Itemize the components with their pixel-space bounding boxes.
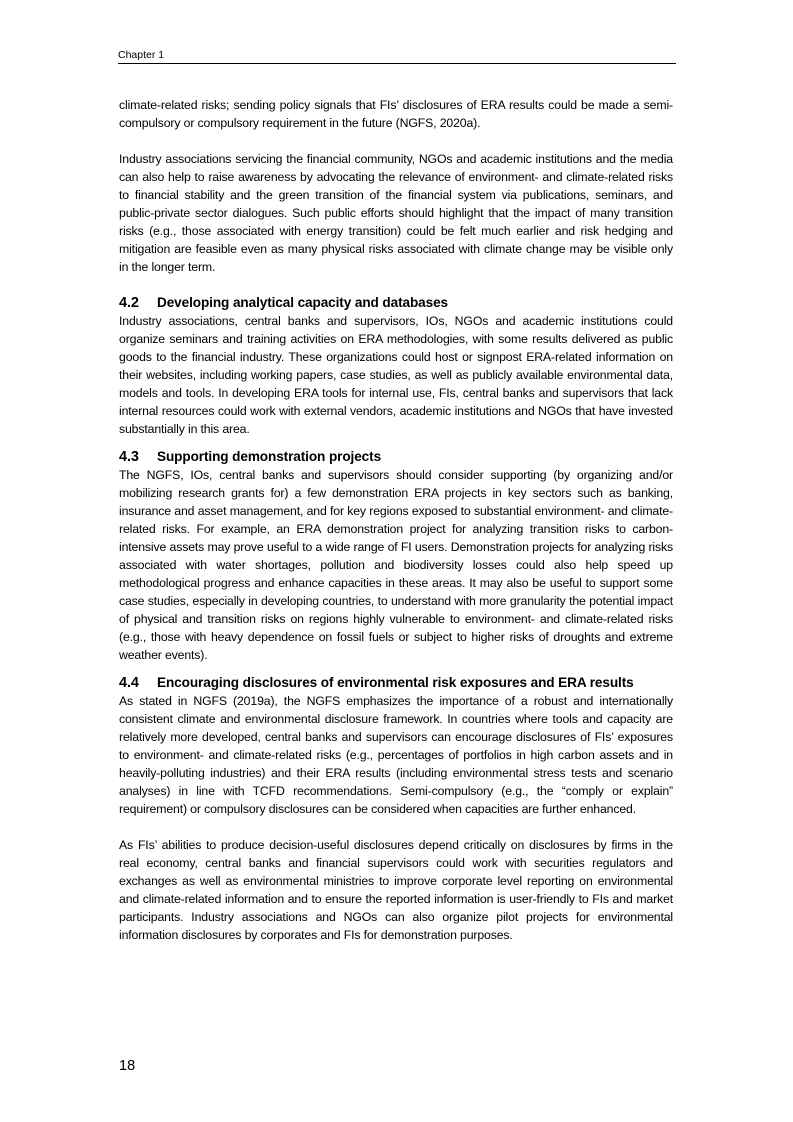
section-heading-4-3: [119, 448, 673, 466]
section-title: Supporting demonstration projects: [157, 449, 382, 464]
section-heading-4-4: [119, 674, 673, 692]
section-4-2-paragraph: Industry associations, central banks and supervisors, IOs, NGOs and academic institutions could organize seminars and training activities on ERA methodologies, with some results delivered as public goods to the financial industry. These organizations could host or signpost ERA-related information on their websites, including working papers, case studies, as well as publicly available environmental data, models and tools. In developing ERA tools for internal use, FIs, central banks and supervisors that lack internal resources could work with external vendors, academic institutions and NGOs that have invested substantially in this area.: [119, 314, 673, 436]
header-divider: [118, 63, 676, 64]
intro-paragraph-awareness: Industry associations servicing the financial community, NGOs and academic institutions and the media can also help to raise awareness by advocating the relevance of environment- and climate-related risks to financial stability and the green transition of the financial system via publications, seminars, and public-private sector dialogues. Such public efforts should highlight that the impact of many transition risks (e.g., those associated with energy transition) could be felt much earlier and risk hedging and mitigation are feasible even as many physical risks associated with climate change may be visible only in the longer term.: [119, 152, 673, 274]
section-heading-4-2: [119, 294, 673, 312]
page-number: 18: [119, 1058, 136, 1074]
intro-paragraph-continued: climate-related risks; sending policy signals that FIs’ disclosures of ERA results could be made a semi-compulsory or compulsory requirement in the future (NGFS, 2020a).: [119, 98, 673, 130]
section-4-3-paragraph: The NGFS, IOs, central banks and supervisors should consider supporting (by organizing and/or mobilizing research grants for) a few demonstration ERA projects in key sectors such as banking, insurance and asset management, and for key regions exposed to substantial environment- and climate-related risks. For example, an ERA demonstration project for analyzing transition risks to carbon-intensive assets may prove useful to a wide range of FI users. Demonstration projects for analyzing risks associated with water shortages, pollution and biodiversity losses could also help speed up methodological progress and enhance capacities in these areas. It may also be useful to support some case studies, especially in developing countries, to understand with more granularity the potential impact of physical and transition risks on regions highly vulnerable to environment- and climate-related risks (e.g., those with heavy dependence on fossil fuels or subject to higher risks of droughts and extreme weather events).: [119, 468, 673, 662]
section-number: 4.4: [119, 675, 139, 691]
section-title: Developing analytical capacity and databases: [157, 295, 449, 310]
section-4-4-paragraph-1: As stated in NGFS (2019a), the NGFS emphasizes the importance of a robust and internationally consistent climate and environmental disclosure framework. In countries where tools and capacity are relatively more developed, central banks and supervisors can encourage disclosures of FIs’ exposures to environment- and climate-related risks (e.g., percentages of portfolios in high carbon assets and in heavily-polluting industries) and their ERA results (including environmental stress tests and scenario analyses) in line with TCFD recommendations. Semi-compulsory (e.g., the “comply or explain” requirement) or compulsory disclosures can be considered when capacities are further enhanced.: [119, 694, 673, 816]
page-body: [119, 96, 673, 944]
section-4-4-paragraph-2: As FIs’ abilities to produce decision-useful disclosures depend critically on disclosures by firms in the real economy, central banks and financial supervisors could work with securities regulators and exchanges as well as environmental ministries to improve corporate level reporting on environmental and climate-related information and to ensure the reported information is user-friendly to FIs and market participants. Industry associations and NGOs can also organize pilot projects for environmental information disclosures by corporates and FIs for demonstration purposes.: [119, 838, 673, 942]
section-number: 4.2: [119, 295, 139, 311]
section-title: Encouraging disclosures of environmental risk exposures and ERA results: [157, 675, 634, 690]
section-number: 4.3: [119, 449, 139, 465]
running-header-chapter: Chapter 1: [118, 49, 165, 61]
